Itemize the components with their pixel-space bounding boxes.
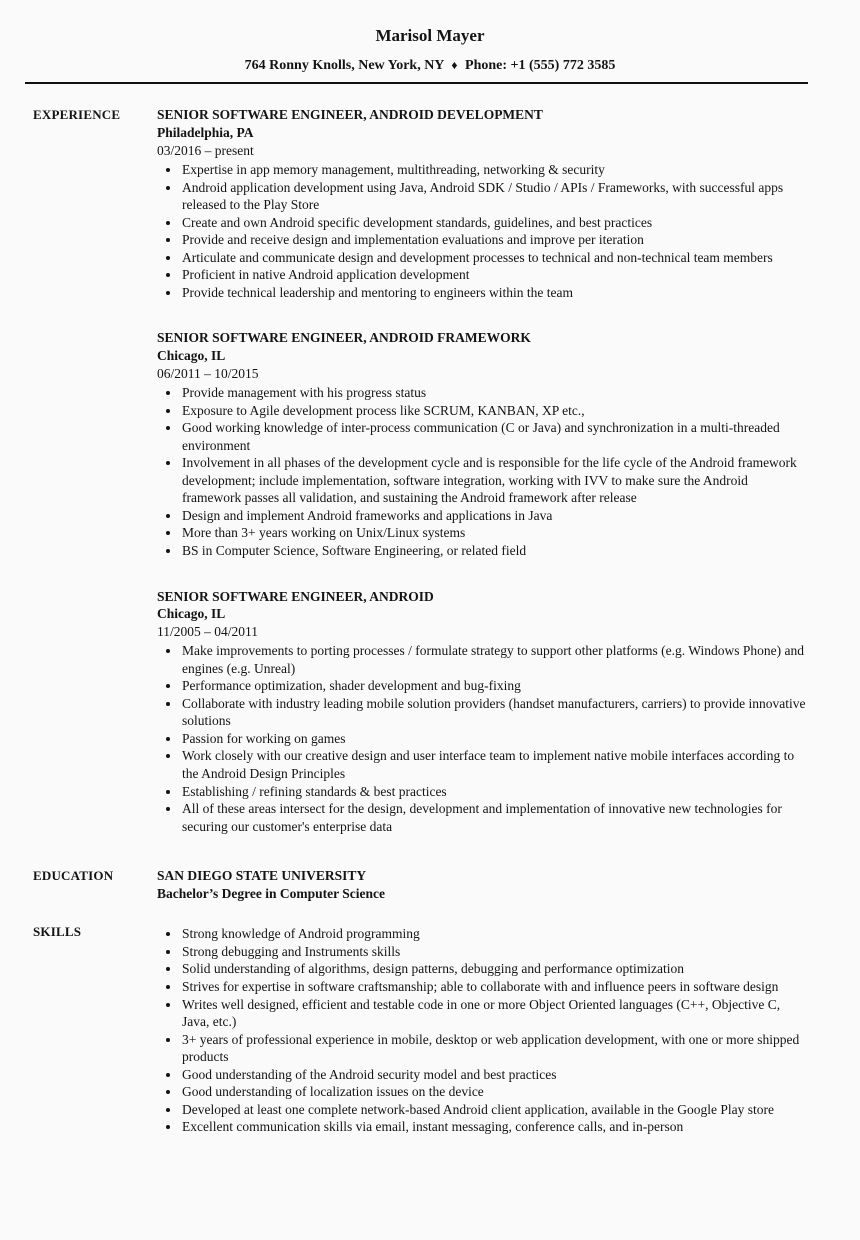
bullet-item: • Provide management with his progress status — [181, 384, 807, 402]
bullet-item: • Provide technical leadership and mentoring to engineers within the team — [181, 284, 807, 302]
bullet-item: • Design and implement Android frameworks and applications in Java — [181, 507, 807, 525]
bullet-item: • Solid understanding of algorithms, design patterns, debugging and performance optimization — [181, 960, 807, 978]
bullet-item: • Collaborate with industry leading mobile solution providers (handset manufacturers, carriers) to provide innovative solutions — [181, 695, 807, 730]
bullet-item: • Good understanding of the Android security model and best practices — [181, 1066, 807, 1084]
job-location: Chicago, IL — [157, 606, 226, 622]
job-location: Chicago, IL — [157, 348, 226, 363]
bullet-item: • Expertise in app memory management, multithreading, networking & security — [181, 161, 807, 179]
bullet-item: • Strong debugging and Instruments skills — [181, 943, 807, 961]
bullet-item: • Proficient in native Android application development — [181, 266, 807, 284]
diamond-separator-icon: ♦ — [451, 58, 458, 73]
education-school: SAN DIEGO STATE UNIVERSITY — [157, 868, 367, 884]
section-skills — [0, 923, 860, 1136]
bullet-item: • Make improvements to porting processes / formulate strategy to support other platforms (e.g. Windows Phone) and engines (e.g. Unreal) — [181, 642, 807, 677]
bullet-item: • All of these areas intersect for the design, development and implementation of innovative new technologies for securing our customer's enterprise data — [181, 800, 807, 835]
bullet-item: • Establishing / refining standards & best practices — [181, 783, 807, 801]
skills-section-label: SKILLS — [33, 924, 82, 940]
bullet-item: • Excellent communication skills via email, instant messaging, conference calls, and in-person — [181, 1118, 807, 1136]
person-name: Marisol Mayer — [375, 26, 485, 45]
bullet-item: • Articulate and communicate design and development processes to technical and non-technical team members — [181, 249, 807, 267]
bullet-item: • BS in Computer Science, Software Engineering, or related field — [181, 542, 807, 560]
section-experience — [0, 106, 860, 835]
bullet-item: • Writes well designed, efficient and testable code in one or more Object Oriented languages (C++, Objective C, Java, etc.) — [181, 996, 807, 1031]
header-rule — [25, 82, 808, 84]
bullet-item: • 3+ years of professional experience in mobile, desktop or web application development, with one or more shipped products — [181, 1031, 807, 1066]
job-title: SENIOR SOFTWARE ENGINEER, ANDROID — [157, 588, 434, 604]
education-content — [157, 867, 807, 902]
bullet-item: • Performance optimization, shader development and bug-fixing — [181, 677, 807, 695]
bullet-item: • Involvement in all phases of the development cycle and is responsible for the life cycle of the Android framework development; include implementation, software integration, working with IVV to make sure the Android framework passes all validation, and sustaining the Android framework after release — [181, 454, 807, 507]
bullet-item: • Exposure to Agile development process like SCRUM, KANBAN, XP etc., — [181, 402, 807, 420]
job-bullet-list — [157, 161, 807, 301]
education-degree: Bachelor’s Degree in Computer Science — [157, 885, 385, 901]
job-entry-1 — [157, 106, 807, 301]
bullet-item: • Good working knowledge of inter-process communication (C or Java) and synchronization in a multi-threaded environment — [181, 419, 807, 454]
job-dates: 03/2016 – present — [157, 142, 254, 158]
job-title: SENIOR SOFTWARE ENGINEER, ANDROID DEVELOPMENT — [157, 107, 543, 123]
bullet-item: • Strives for expertise in software craftsmanship; able to collaborate with and influence peers in software design — [181, 978, 807, 996]
address-text: 764 Ronny Knolls, New York, NY — [244, 58, 444, 74]
bullet-item: • Android application development using Java, Android SDK / Studio / APIs / Frameworks, with successful apps released to the Play Store — [181, 179, 807, 214]
job-bullet-list — [157, 642, 807, 835]
bullet-item: • Developed at least one complete network-based Android client application, available in the Google Play store — [181, 1101, 807, 1119]
experience-section-label: EXPERIENCE — [33, 107, 121, 123]
contact-line — [0, 57, 860, 75]
bullet-item: • Create and own Android specific development standards, guidelines, and best practices — [181, 214, 807, 232]
bullet-item: • Work closely with our creative design and user interface team to implement native mobile interfaces according to the Android Design Principles — [181, 747, 807, 782]
bullet-item: • More than 3+ years working on Unix/Linux systems — [181, 524, 807, 542]
job-entry-2 — [157, 329, 807, 559]
experience-content — [157, 106, 807, 835]
bullet-item: • Passion for working on games — [181, 730, 807, 748]
bullet-item: • Provide and receive design and implementation evaluations and improve per iteration — [181, 231, 807, 249]
job-title: SENIOR SOFTWARE ENGINEER, ANDROID FRAMEWORK — [157, 330, 531, 346]
job-dates: 11/2005 – 04/2011 — [157, 623, 258, 639]
job-bullet-list — [157, 384, 807, 559]
bullet-item: • Good understanding of localization issues on the device — [181, 1083, 807, 1101]
resume-header — [0, 0, 860, 75]
section-education — [0, 867, 860, 902]
job-dates: 06/2011 – 10/2015 — [157, 365, 259, 381]
job-entry-3 — [157, 588, 807, 836]
phone-text: Phone: +1 (555) 772 3585 — [465, 58, 616, 74]
education-section-label: EDUCATION — [33, 868, 114, 884]
skills-bullet-list — [157, 925, 807, 1136]
skills-content — [157, 923, 807, 1136]
job-location: Philadelphia, PA — [157, 124, 254, 140]
bullet-item: • Strong knowledge of Android programming — [181, 925, 807, 943]
